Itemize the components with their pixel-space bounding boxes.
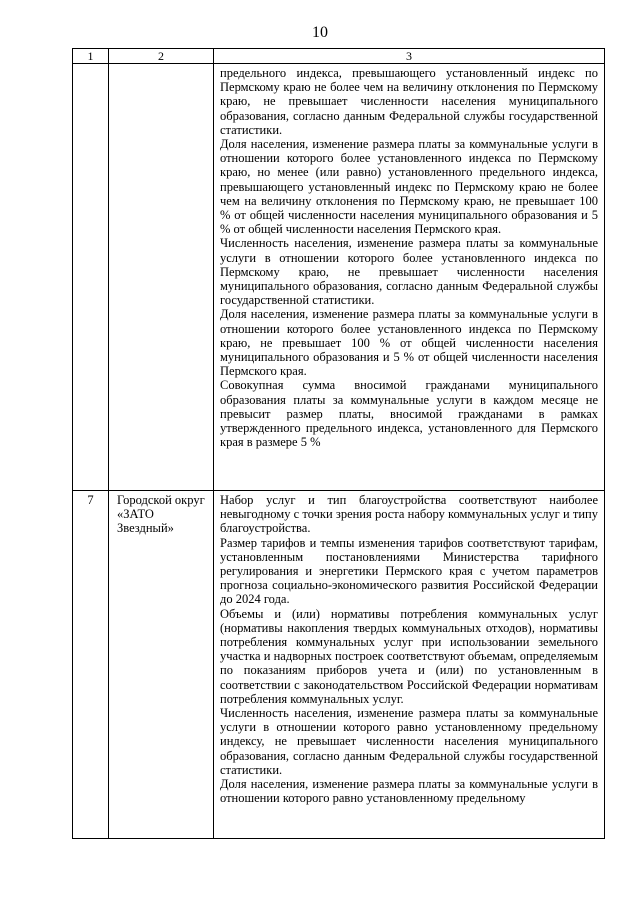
- table-row: [73, 491, 605, 839]
- criteria-paragraph: Размер тарифов и темпы изменения тарифов соответствуют тарифам, установленным постановлениями Министерства тарифного регулирования и энергетики Пермского края с учетом параметров прогноза социально-экономического развития Российской Федерации до 2024 года.: [220, 535, 598, 607]
- criteria-paragraph: Доля населения, изменение размера платы за коммунальные услуги в отношении которого более установленного индекса по Пермскому краю, но менее (или равно) установленного предельного индекса, превышающего установленный индекс по Пермскому краю не более чем на величину отклонения по Пермскому краю, не превышает 100 % от общей численности населения муниципального образования и 5 % от общей численности населения Пермского края.: [220, 137, 598, 237]
- column-header-2: 2: [109, 49, 214, 64]
- criteria-text: [214, 64, 605, 491]
- column-header-1: 1: [73, 49, 109, 64]
- criteria-paragraph: Объемы и (или) нормативы потребления коммунальных услуг (нормативы накопления твердых коммунальных отходов), нормативы потребления коммунальных услуг при использовании земельного участка и надворных построек соответствуют объемам, определяемым по показаниям приборов учета и (или) по установленным в соответствии с законодательством Российской Федерации нормативам потребления коммунальных услуг.: [220, 606, 598, 706]
- criteria-paragraph: Численность населения, изменение размера платы за коммунальные услуги в отношении которого равно установленному предельному индексу, не превышает численности населения муниципального образования, согласно данным Федеральной службы государственной статистики.: [220, 706, 598, 777]
- row-number: [73, 64, 109, 491]
- criteria-paragraph: Доля населения, изменение размера платы за коммунальные услуги в отношении которого равно установленному предельному: [220, 777, 598, 806]
- criteria-paragraph: Численность населения, изменение размера платы за коммунальные услуги в отношении которого более установленного индекса по Пермскому краю, не превышает численности населения муниципального образования, согласно данным Федеральной службы государственной статистики.: [220, 236, 598, 308]
- municipality-name: [109, 64, 214, 491]
- criteria-paragraph: Доля населения, изменение размера платы за коммунальные услуги в отношении которого более установленного индекса по Пермскому краю, не превышает 100 % от общей численности населения муниципального образования и 5 % от общей численности населения Пермского края.: [220, 307, 598, 379]
- criteria-paragraph: предельного индекса, превышающего установленный индекс по Пермскому краю не более чем на величину отклонения по Пермскому краю, не превышает численности населения муниципального образования, согласно данным Федеральной службы государственной статистики.: [220, 66, 598, 137]
- table-row: [73, 64, 605, 491]
- criteria-text: [214, 491, 605, 839]
- criteria-paragraph: Набор услуг и тип благоустройства соответствуют наиболее невыгодному с точки зрения роста набору коммунальных услуг и типу благоустройства.: [220, 493, 598, 536]
- page-number: 10: [312, 24, 328, 41]
- column-header-3: 3: [214, 49, 605, 64]
- table-header-row: [73, 49, 605, 64]
- row-number: 7: [73, 491, 109, 839]
- municipality-name: Городской округ «ЗАТО Звездный»: [109, 491, 214, 839]
- criteria-paragraph: Совокупная сумма вносимой гражданами муниципального образования платы за коммунальные услуги в каждом месяце не превысит размер платы, вносимой гражданами в рамках утвержденного предельного индекса, установленного для Пермского края в размере 5 %: [220, 378, 598, 450]
- criteria-table: [72, 48, 605, 839]
